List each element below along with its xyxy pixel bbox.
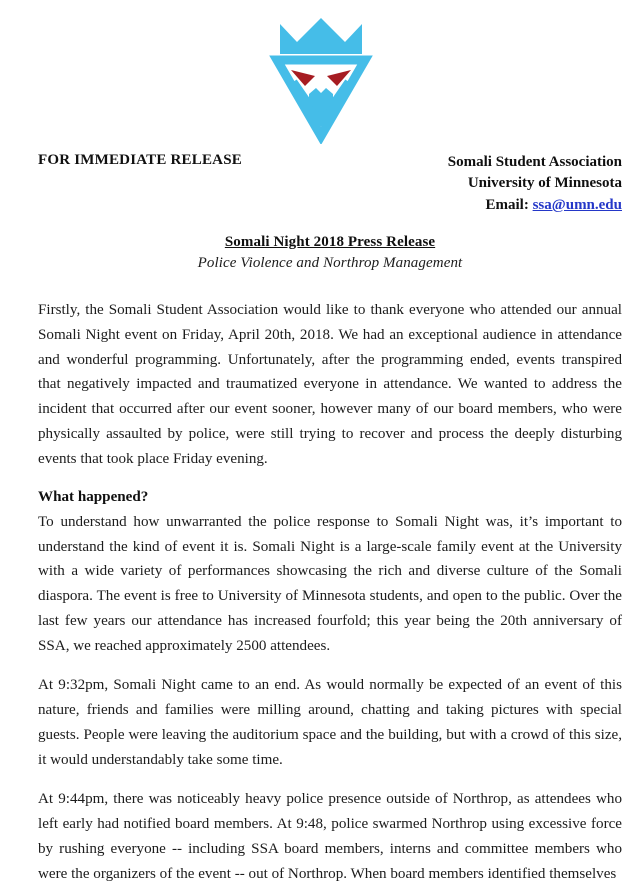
paragraph: At 9:32pm, Somali Night came to an end. As would normally be expected of an event of this nature, friends and families were milling around, chatting and taking pictures with special guests. People were leaving the auditorium space and the building, but with a crowd of this size, it would understandably take some time. [38,677,622,768]
release-tag: FOR IMMEDIATE RELEASE [38,152,242,168]
lion-crown-icon [253,8,389,144]
paragraph: Firstly, the Somali Student Association would like to thank everyone who attended our annual Somali Night event on Friday, April 20th, 2018. We had an exceptional audience in attendance and wonderful programming. Unfortunately, after the programming ended, events transpired that negatively impacted and traumatized everyone in attendance. We wanted to address the incident that occurred after our event sooner, however many of our board members, who were physically assaulted by police, were still trying to recover and process the deeply disturbing events that took place Friday evening. [38,302,622,467]
email-line [448,195,622,216]
organization-name: Somali Student Association [447,154,622,170]
paragraph: To understand how unwarranted the police response to Somali Night was, it’s important to understand the kind of event it is. Somali Night is a large-scale family event at the University with a wide variety of performances showcasing the rich and diverse culture of the Somali diaspora. The event is free to University of Minnesota students, and open to the public. Over the last few years our attendance has increased fourfold; this year being the 20th anniversary of SSA, we reached approximately 2500 attendees. [38,513,622,654]
document-title: Somali Night 2018 Press Release [224,234,436,250]
email-label: Email: [485,196,529,213]
email-link[interactable]: ssa@umn.edu [532,196,622,213]
title-block [38,233,622,272]
document-body [38,298,622,886]
organization-logo [0,8,641,144]
institution-name: University of Minnesota [467,175,622,192]
paragraph: At 9:44pm, there was noticeably heavy police presence outside of Northrop, as attendees who left early had notified board members. At 9:48, police swarmed Northrop using excessive force by rushing everyone -- including SSA board members, interns and committee members who were the organizers of the event -- out of Northrop. When board members identified themselves [38,791,622,882]
section-heading-what-happened: What happened? [38,489,149,506]
letterhead [38,152,622,216]
document-subtitle: Police Violence and Northrop Management [197,255,463,271]
organization-block [448,152,622,216]
